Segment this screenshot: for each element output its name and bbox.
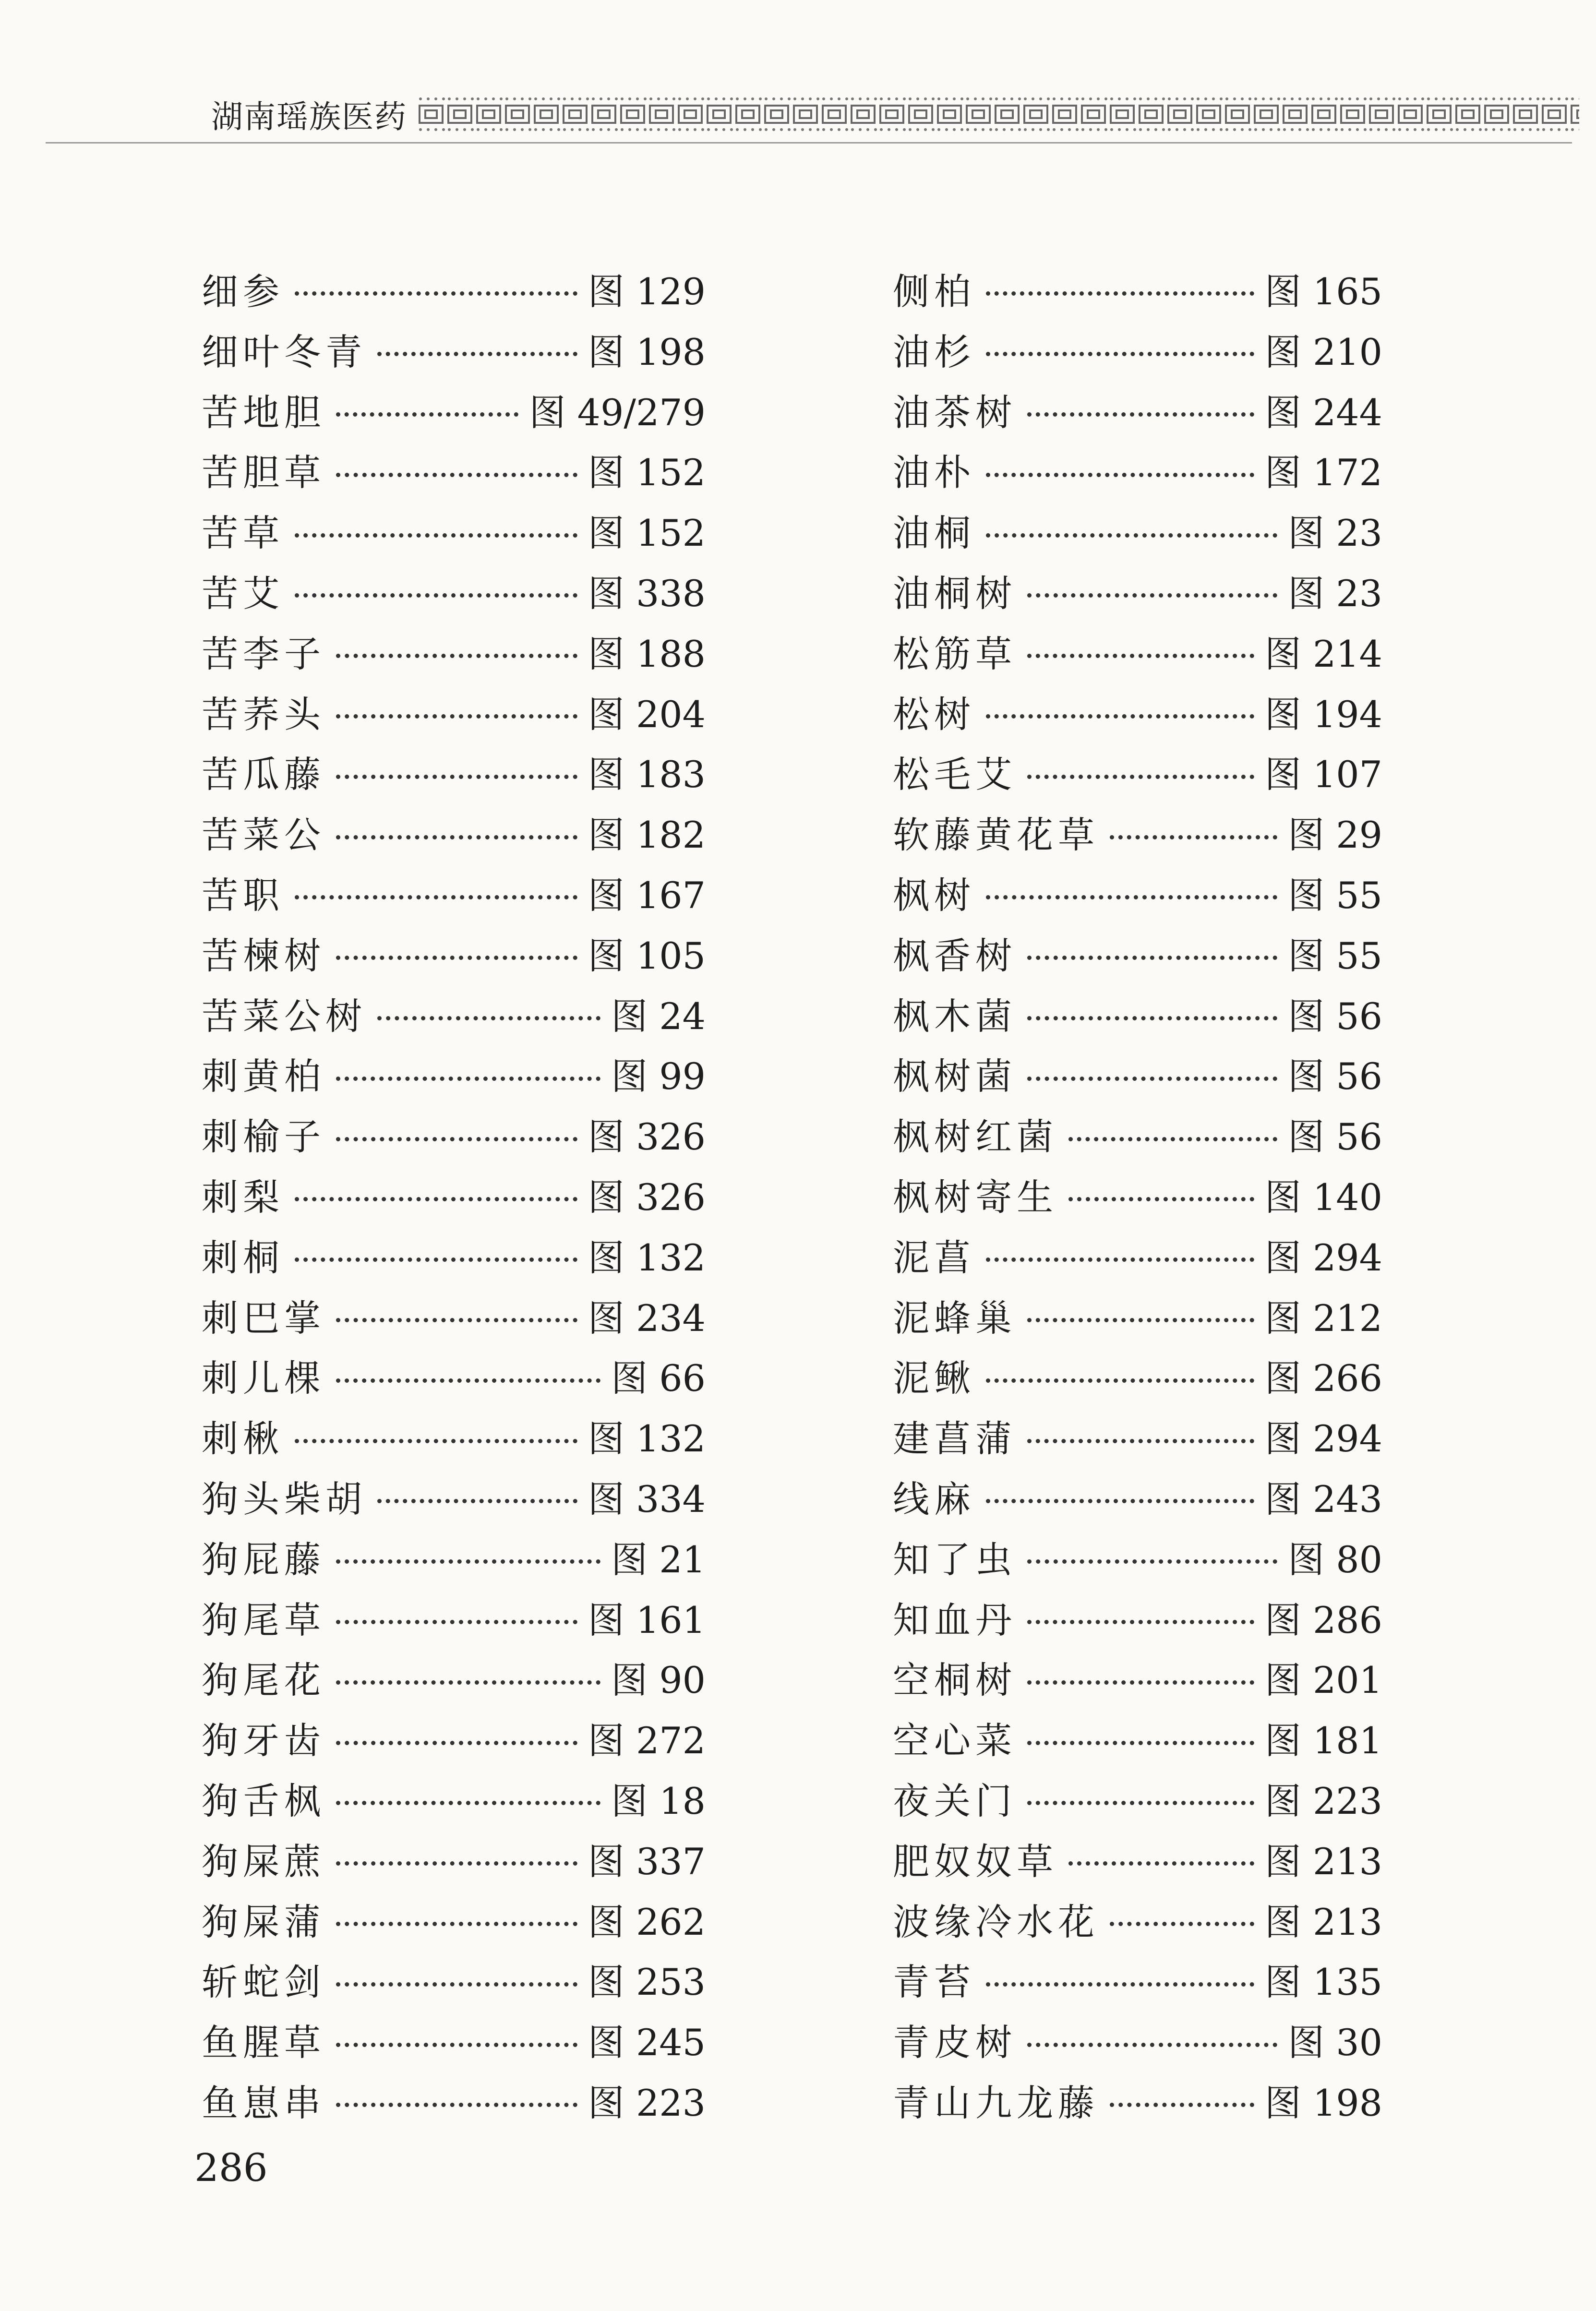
figure-reference: 图 129: [588, 270, 706, 313]
index-entry: [202, 1046, 706, 1107]
figure-reference: 图 30: [1288, 2021, 1382, 2064]
index-entry: [893, 926, 1382, 986]
figure-reference: 图 286: [1264, 1598, 1382, 1641]
index-entry: [202, 503, 706, 563]
index-entry: [202, 563, 706, 624]
index-entry: [202, 1469, 706, 1530]
dot-leader: [1027, 412, 1254, 417]
dot-leader: [986, 291, 1254, 296]
index-column-right: [893, 262, 1382, 2133]
index-entry: [893, 684, 1382, 745]
index-entry: [893, 322, 1382, 383]
figure-reference: 图 56: [1288, 1115, 1382, 1159]
entry-name: 苦瓜藤: [202, 753, 325, 796]
dot-leader: [377, 352, 577, 356]
index-entry: [893, 1228, 1382, 1288]
dot-leader: [1110, 2103, 1254, 2107]
entry-name: 狗牙齿: [202, 1719, 325, 1762]
dot-leader: [1110, 1922, 1254, 1926]
index-entry: [202, 1771, 706, 1832]
dot-leader: [986, 1982, 1254, 1987]
page-number: 286: [194, 2145, 268, 2190]
entry-name: 青山九龙藤: [893, 2081, 1099, 2124]
index-column-left: [202, 262, 706, 2133]
index-entry: [202, 2073, 706, 2133]
index-entry: [202, 1348, 706, 1409]
entry-name: 狗舌枫: [202, 1779, 325, 1822]
dot-leader: [377, 1499, 577, 1503]
figure-reference: 图 99: [611, 1055, 706, 1098]
entry-name: 松毛艾: [893, 753, 1017, 796]
entry-name: 油朴: [893, 451, 975, 494]
entry-name: 苦草: [202, 512, 284, 555]
index-entry: [893, 744, 1382, 805]
entry-name: 青苔: [893, 1961, 975, 2004]
dot-leader: [336, 2043, 577, 2047]
index-entry: [202, 1711, 706, 1771]
entry-name: 波缘冷水花: [893, 1900, 1099, 1943]
figure-reference: 图 80: [1288, 1538, 1382, 1581]
dot-leader: [1027, 956, 1277, 960]
dot-leader: [336, 2103, 577, 2107]
entry-name: 苦菜公: [202, 814, 325, 857]
dot-leader: [295, 1197, 577, 1201]
entry-name: 枫树红菌: [893, 1115, 1058, 1159]
entry-name: 狗尾草: [202, 1598, 325, 1641]
entry-name: 知血丹: [893, 1598, 1017, 1641]
index-entry: [202, 1952, 706, 2012]
figure-reference: 图 194: [1264, 693, 1382, 736]
index-entry: [893, 443, 1382, 503]
index-entry: [202, 926, 706, 986]
figure-reference: 图 223: [588, 2081, 706, 2124]
dot-leader: [1027, 1077, 1277, 1081]
entry-name: 刺桐: [202, 1236, 284, 1279]
figure-reference: 图 24: [611, 994, 706, 1038]
dot-leader: [1027, 1439, 1254, 1443]
entry-name: 枫树: [893, 874, 975, 917]
entry-name: 泥菖: [893, 1236, 975, 1279]
figure-reference: 图 105: [588, 934, 706, 977]
entry-name: 空心菜: [893, 1719, 1017, 1762]
entry-name: 空桐树: [893, 1659, 1017, 1702]
entry-name: 苦荞头: [202, 693, 325, 736]
figure-reference: 图 172: [1264, 451, 1382, 494]
header-divider: [46, 142, 1572, 144]
figure-reference: 图 55: [1288, 934, 1382, 977]
entry-name: 狗头柴胡: [202, 1477, 367, 1521]
figure-reference: 图 294: [1264, 1236, 1382, 1279]
dot-leader: [1068, 1197, 1254, 1201]
index-entry: [202, 1228, 706, 1288]
dot-leader: [295, 1257, 577, 1262]
figure-reference: 图 132: [588, 1417, 706, 1461]
entry-name: 泥鳅: [893, 1357, 975, 1400]
figure-reference: 图 234: [588, 1296, 706, 1340]
index-entry: [202, 986, 706, 1047]
entry-name: 建菖蒲: [893, 1417, 1017, 1461]
dot-leader: [336, 714, 577, 718]
index-entry: [893, 262, 1382, 322]
index-entry: [202, 744, 706, 805]
dot-leader: [336, 1378, 600, 1383]
entry-name: 松树: [893, 693, 975, 736]
figure-reference: 图 245: [588, 2021, 706, 2064]
dot-leader: [1027, 593, 1277, 598]
figure-reference: 图 167: [588, 874, 706, 917]
index-entry: [202, 1107, 706, 1167]
dot-leader: [336, 956, 577, 960]
index-entry: [893, 1167, 1382, 1228]
index-entry: [893, 1348, 1382, 1409]
dot-leader: [986, 1378, 1254, 1383]
entry-name: 苦艾: [202, 572, 284, 615]
index-entry: [202, 1590, 706, 1651]
figure-reference: 图 266: [1264, 1357, 1382, 1400]
index-entry: [202, 2012, 706, 2073]
entry-name: 泥蜂巢: [893, 1296, 1017, 1340]
figure-reference: 图 165: [1264, 270, 1382, 313]
entry-name: 松筋草: [893, 632, 1017, 675]
entry-name: 刺巴掌: [202, 1296, 325, 1340]
figure-reference: 图 214: [1264, 632, 1382, 675]
figure-reference: 图 49/279: [529, 391, 706, 434]
entry-name: 油桐树: [893, 572, 1017, 615]
book-title: 湖南瑶族医药: [211, 98, 407, 135]
dot-leader: [986, 1257, 1254, 1262]
index-entry: [202, 805, 706, 865]
index-entry: [202, 1892, 706, 1952]
figure-reference: 图 262: [588, 1900, 706, 1943]
dot-leader: [1027, 775, 1254, 779]
index-entry: [893, 1832, 1382, 1892]
dot-leader: [336, 1922, 577, 1926]
figure-reference: 图 198: [588, 330, 706, 373]
figure-reference: 图 210: [1264, 330, 1382, 373]
dot-leader: [1027, 654, 1254, 658]
dot-leader: [336, 1620, 577, 1624]
index-entry: [893, 1530, 1382, 1590]
dot-leader: [336, 1801, 600, 1805]
figure-reference: 图 334: [588, 1477, 706, 1521]
figure-reference: 图 66: [611, 1357, 706, 1400]
index-entry: [202, 1530, 706, 1590]
index-entry: [893, 2073, 1382, 2133]
index-entry: [893, 1469, 1382, 1530]
running-header: [0, 0, 1596, 154]
figure-reference: 图 23: [1288, 572, 1382, 615]
index-entry: [202, 262, 706, 322]
index-entry: [893, 503, 1382, 563]
entry-name: 青皮树: [893, 2021, 1017, 2064]
figure-reference: 图 29: [1288, 814, 1382, 857]
figure-reference: 图 18: [611, 1779, 706, 1822]
dot-leader: [295, 533, 577, 538]
figure-reference: 图 204: [588, 693, 706, 736]
dot-leader: [336, 1982, 577, 1987]
dot-leader: [336, 412, 518, 417]
entry-name: 苦职: [202, 874, 284, 917]
dot-leader: [1027, 1620, 1254, 1624]
index-entry: [893, 1711, 1382, 1771]
dot-leader: [1027, 1801, 1254, 1805]
figure-reference: 图 21: [611, 1538, 706, 1581]
dot-leader: [295, 895, 577, 899]
figure-reference: 图 243: [1264, 1477, 1382, 1521]
figure-reference: 图 181: [1264, 1719, 1382, 1762]
dot-leader: [1110, 835, 1277, 839]
figure-reference: 图 337: [588, 1840, 706, 1883]
dot-leader: [336, 1680, 600, 1685]
figure-reference: 图 294: [1264, 1417, 1382, 1461]
index-entry: [893, 1590, 1382, 1651]
index-entry: [893, 805, 1382, 865]
dot-leader: [1027, 1741, 1254, 1745]
figure-reference: 图 107: [1264, 753, 1382, 796]
entry-name: 枫香树: [893, 934, 1017, 977]
index-entry: [202, 1167, 706, 1228]
figure-reference: 图 223: [1264, 1779, 1382, 1822]
figure-reference: 图 56: [1288, 1055, 1382, 1098]
dot-leader: [1068, 1861, 1254, 1866]
index-entry: [893, 1771, 1382, 1832]
dot-leader: [336, 1077, 600, 1081]
dot-leader: [336, 1741, 577, 1745]
figure-reference: 图 140: [1264, 1175, 1382, 1219]
entry-name: 细参: [202, 270, 284, 313]
index-entry: [893, 2012, 1382, 2073]
entry-name: 油桐: [893, 512, 975, 555]
entry-name: 夜关门: [893, 1779, 1017, 1822]
dot-leader: [1027, 1680, 1254, 1685]
dot-leader: [986, 714, 1254, 718]
dot-leader: [336, 835, 577, 839]
figure-reference: 图 201: [1264, 1659, 1382, 1702]
entry-name: 软藤黄花草: [893, 814, 1099, 857]
dot-leader: [336, 775, 577, 779]
figure-reference: 图 198: [1264, 2081, 1382, 2124]
index-entry: [893, 865, 1382, 926]
figure-reference: 图 152: [588, 512, 706, 555]
entry-name: 苦胆草: [202, 451, 325, 494]
dot-leader: [1027, 1016, 1277, 1020]
dot-leader: [295, 291, 577, 296]
entry-name: 肥奴奴草: [893, 1840, 1058, 1883]
index-entry: [202, 1650, 706, 1711]
figure-reference: 图 56: [1288, 994, 1382, 1038]
figure-reference: 图 183: [588, 753, 706, 796]
index-entry: [893, 1046, 1382, 1107]
figure-reference: 图 326: [588, 1175, 706, 1219]
index-entry: [893, 1107, 1382, 1167]
figure-reference: 图 152: [588, 451, 706, 494]
index-entry: [893, 624, 1382, 684]
entry-name: 刺梨: [202, 1175, 284, 1219]
index-entry: [202, 383, 706, 443]
index-entry: [893, 1952, 1382, 2012]
index-entry: [893, 383, 1382, 443]
entry-name: 狗屎蔗: [202, 1840, 325, 1883]
dot-leader: [1027, 1559, 1277, 1564]
entry-name: 鱼腥草: [202, 2021, 325, 2064]
entry-name: 知了虫: [893, 1538, 1017, 1581]
entry-name: 刺榆子: [202, 1115, 325, 1159]
entry-name: 侧柏: [893, 270, 975, 313]
figure-reference: 图 213: [1264, 1840, 1382, 1883]
index-entry: [893, 1409, 1382, 1469]
dot-leader: [377, 1016, 600, 1020]
entry-name: 油杉: [893, 330, 975, 373]
figure-reference: 图 272: [588, 1719, 706, 1762]
dot-leader: [336, 1318, 577, 1322]
figure-reference: 图 23: [1288, 512, 1382, 555]
index-entry: [202, 684, 706, 745]
dot-leader: [986, 895, 1277, 899]
index-entry: [202, 1832, 706, 1892]
entry-name: 线麻: [893, 1477, 975, 1521]
figure-reference: 图 55: [1288, 874, 1382, 917]
entry-name: 苦菜公树: [202, 994, 367, 1038]
index-entry: [202, 443, 706, 503]
entry-name: 苦李子: [202, 632, 325, 675]
figure-reference: 图 212: [1264, 1296, 1382, 1340]
entry-name: 枫树寄生: [893, 1175, 1058, 1219]
entry-name: 刺儿棵: [202, 1357, 325, 1400]
dot-leader: [986, 1499, 1254, 1503]
dot-leader: [986, 533, 1277, 538]
dot-leader: [295, 593, 577, 598]
index-entry: [202, 624, 706, 684]
dot-leader: [986, 352, 1254, 356]
index-entry: [202, 865, 706, 926]
index-entry: [893, 1892, 1382, 1952]
dot-leader: [336, 473, 577, 477]
decorative-pattern-band: [418, 96, 1579, 134]
figure-reference: 图 244: [1264, 391, 1382, 434]
index-entry: [893, 986, 1382, 1047]
entry-name: 枫树菌: [893, 1055, 1017, 1098]
index-entry: [202, 322, 706, 383]
dot-leader: [336, 654, 577, 658]
figure-reference: 图 326: [588, 1115, 706, 1159]
entry-name: 刺楸: [202, 1417, 284, 1461]
figure-reference: 图 182: [588, 814, 706, 857]
figure-reference: 图 90: [611, 1659, 706, 1702]
entry-name: 油茶树: [893, 391, 1017, 434]
index-entry: [202, 1409, 706, 1469]
entry-name: 细叶冬青: [202, 330, 367, 373]
figure-reference: 图 188: [588, 632, 706, 675]
dot-leader: [1027, 2043, 1277, 2047]
figure-reference: 图 213: [1264, 1900, 1382, 1943]
dot-leader: [1068, 1137, 1277, 1141]
dot-leader: [336, 1861, 577, 1866]
index-entry: [893, 1650, 1382, 1711]
figure-reference: 图 338: [588, 572, 706, 615]
dot-leader: [295, 1439, 577, 1443]
entry-name: 狗屁藤: [202, 1538, 325, 1581]
index-entry: [202, 1288, 706, 1349]
dot-leader: [1027, 1318, 1254, 1322]
figure-reference: 图 253: [588, 1961, 706, 2004]
dot-leader: [986, 473, 1254, 477]
entry-name: 狗屎蒲: [202, 1900, 325, 1943]
dot-leader: [336, 1137, 577, 1141]
figure-reference: 图 161: [588, 1598, 706, 1641]
figure-reference: 图 132: [588, 1236, 706, 1279]
entry-name: 鱼崽串: [202, 2081, 325, 2124]
index-entry: [893, 1288, 1382, 1349]
entry-name: 狗尾花: [202, 1659, 325, 1702]
entry-name: 苦地胆: [202, 391, 325, 434]
dot-leader: [336, 1559, 600, 1564]
entry-name: 刺黄柏: [202, 1055, 325, 1098]
figure-reference: 图 135: [1264, 1961, 1382, 2004]
index-entry: [893, 563, 1382, 624]
entry-name: 苦楝树: [202, 934, 325, 977]
entry-name: 枫木菌: [893, 994, 1017, 1038]
entry-name: 斩蛇剑: [202, 1961, 325, 2004]
